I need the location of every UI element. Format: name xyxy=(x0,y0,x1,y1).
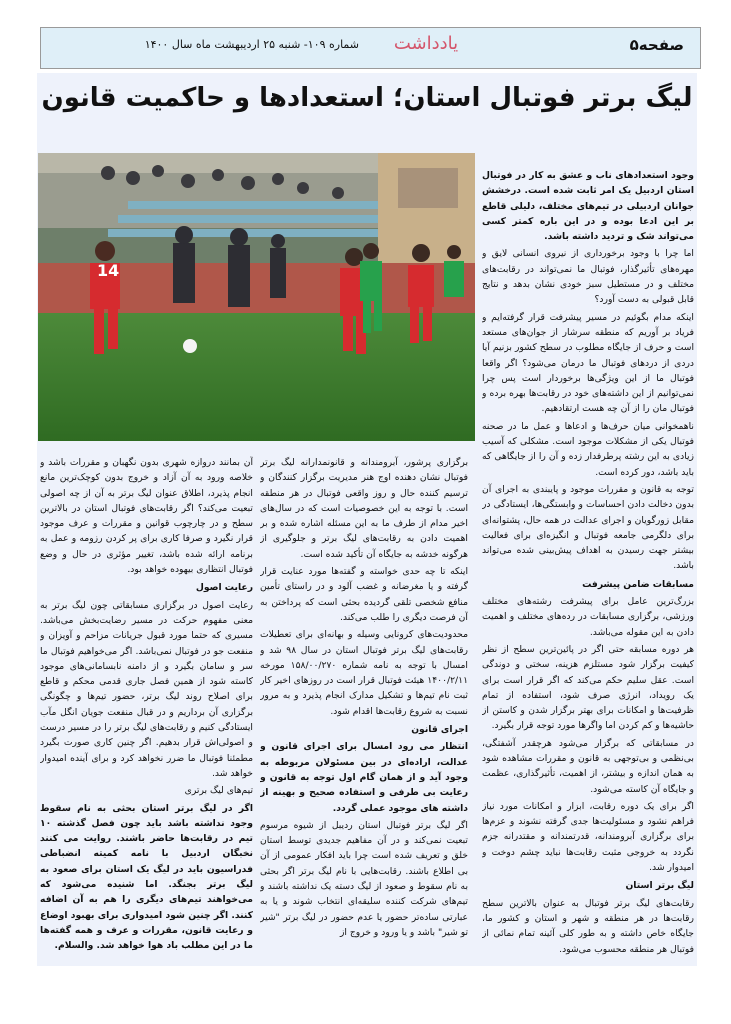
football-match-photo xyxy=(38,153,475,441)
paragraph: در مسابقاتی که برگزار می‌شود هرچقدر آشفتگی، بی‌نظمی و بی‌توجهی به قانون و مقررات مشاهده شود به همان اندازه و بیشتر، از اهمیت، تأثیرگذاری، عظمت و جایگاه آن کاسته می‌شود. xyxy=(482,737,694,795)
subheading: رعایت اصول xyxy=(195,582,253,594)
paragraph: رقابت‌های لیگ برتر فوتبال به عنوان بالاترین سطح رقابت‌ها در هر منطقه و شهر و استان و کشور ما، جایگاه خاص داشته و به طور کلی آئینه تمام نمائی از فوتبال هر منطقه محسوب می‌شود. xyxy=(482,897,694,955)
paragraph-bold: اگر در لیگ برتر استان بحثی به نام سقوط وجود نداشته باشد باید چون فصل گذشته ۱۰ تیم در رقابت‌ها حاضر باشند. روایت می کنند نخبگان اردبیل با نامه کمیته انضباطی فدراسیون باید در لیگ یک استان برای صعود به لیگ برتر بجنگد. اما شنیده می‌شود که می‌خواهند تیم‌های دیگری را هم به آن اضافه کنند. اگر چنین شود امیدواری برای بهبود اوضاع و رعایت قانون، مقررات و عرف و همه گفته‌ها ما در این مطلب باد هوا خواهد شد. والسلام. xyxy=(40,802,253,952)
paragraph: آن بمانند دروازه شهری بدون نگهبان و مقررات باشد و خلاصه ورود به آن آزاد و خروج بدون کوچک‌ترین مانع انجام پذیرد، اطلاق عنوان لیگ برتر به آن از چه اصولی تبعیت می‌کند؟ اگر رقابت‌های فوتبال استان در بالاترین سطح و در چارچوب قوانین و مقررات و عرف موجود قرار نگیرد و صرفا کاری برای پر کردن رزومه و عمل به برنامه ارائه شده باشد، تغییر مؤثری در حال و وضع فوتبال انتظاری بیهوده خواهد بود. xyxy=(40,457,253,576)
paragraph: اگر لیگ برتر فوتبال استان ردیبل از شیوه مرسوم تبعیت نمی‌کند و در آن مفاهیم جدیدی توسط استان خلق و تعریف شده است چرا باید افکار عمومی از آن بی اطلاع باشند. رقابت‌هایی با نام لیگ برتر اگر بحثی به نام سقوط و صعود از لیگ دسته یک نداشته باشند و تیم‌های شرکت کننده سلیقه‌ای انتخاب شوند و یا به عبارتی ساده‌تر حضور یا عدم حضور در لیگ برتر "شیر تو شیر" باشد و یا ورود و خروج از xyxy=(260,819,468,938)
issue-info: شماره ۱۰۹- شنبه ۲۵ اردیبهشت ماه سال ۱۴۰۰ xyxy=(144,38,359,51)
article-column-left xyxy=(40,455,253,963)
paragraph: توجه به قانون و مقررات موجود و پایبندی به اجرای آن بدون دخالت دادن احساسات و وابستگی‌ها، ایستادگی در مقابل زورگویان و اجرای عدالت در همه حال، پشتوانه‌ای برای دلگرمی جامعه فوتبال و انگیزه‌ای برای فعالیت بیشتر جهت رسیدن به اهداف پیش‌بینی شده می‌تواند باشد. xyxy=(482,483,694,572)
paragraph: ناهمخوانی میان حرف‌ها و ادعاها و عمل ما در صحنه فوتبال یکی از مشکلات موجود است. مشکلی که آسیب زیادی به این رشته پرطرفدار زده و آن را از جایگاهی که باید باشد، دور کرده است. xyxy=(482,420,694,478)
article-column-middle xyxy=(260,455,468,963)
page-number: صفحه۵ xyxy=(629,36,684,54)
page-header xyxy=(40,27,701,69)
article-intro: وجود استعدادهای ناب و عشق به کار در فوتبال استان اردبیل یک امر ثابت شده است. درخشش جوانان اردبیلی در تیم‌های مختلف، دلیلی قاطع بر این ادعا بوده و در این باره کمتر کسی می‌تواند شک و تردید داشته باشد. xyxy=(482,170,694,243)
paragraph: محدودیت‌های کرونایی وسیله و بهانه‌ای برای تعطیلات رقابت‌های لیگ برتر فوتبال استان در سال ۹۸ شد و امسال با توجه به نامه شماره ۱۵۸/۰۰/۲۷۰ مورخه ۱۴۰۰/۲/۱۱ هیئت فوتبال قرار است در روزهای اخیر کار ثبت نام تیم‌ها و تشکیل مدارک انجام پذیرد و به مرور نسبت به شروع رقابت‌ها اقدام شود. xyxy=(260,629,468,717)
paragraph: برگزاری پرشور، آبرومندانه و قانونمدارانه لیگ برتر فوتبال نشان دهنده اوج هنر مدیریت برگزار کنندگان و ترسیم کننده حال و روز واقعی فوتبال در هر منطقه است. با توجه به این خصوصیات است که در سال‌های اخیر مدام از طرف ما به این مسئله اشاره شده و بر اهمیت دادن به رقابت‌های لیگ برتر و جلوگیری از هرگونه خدشه به جایگاه آن تأکید شده است. xyxy=(260,457,468,560)
subheading: اجرای قانون xyxy=(411,724,468,736)
photo-illustration xyxy=(38,153,475,441)
article-headline: لیگ برتر فوتبال استان؛ استعدادها و حاکمیت قانون xyxy=(41,83,693,113)
paragraph: هر دوره مسابقه حتی اگر در پائین‌ترین سطح از نظر کیفیت برگزار شود مستلزم هزینه، سختی و دوندگی است. عقل سلیم حکم می‌کند که اگر قرار است برای یک رویداد، انرژی صرف شود، استفاده از تمام ظرفیت‌ها و امکانات برای بهتر برگزار شدن و کاستن از حاشیه‌ها و کم کردن اما واگرها مورد توجه قرار بگیرد. xyxy=(482,643,694,732)
paragraph: اگر برای یک دوره رقابت، ابزار و امکانات مورد نیاز فراهم نشود و مسئولیت‌ها جدی گرفته نشوند و عزم‌ها برای برگزاری آبرومندانه، قدرتمندانه و مقتدرانه جزم نگردد به خروجی مثبت رقابت‌ها نباید چشم دوخت و امیدوار شد. xyxy=(482,800,694,874)
paragraph-bold: انتظار می رود امسال برای اجرای قانون و عدالت، اراده‌ای در بین مسئولان مربوطه به وجود آید و از همان گام اول توجه به قانون و رعایت بی طرفی و استفاده صحیح و بهینه از داشته های موجود عملی گردد. xyxy=(260,741,468,814)
section-title: یادداشت xyxy=(393,33,459,54)
paragraph: بزرگ‌ترین عامل برای پیشرفت رشته‌های مختلف ورزشی، برگزاری مسابقات در رده‌های مختلف و اهمیت دادن به این مقوله می‌باشد. xyxy=(482,596,694,638)
paragraph: رعایت اصول در برگزاری مسابقاتی چون لیگ برتر به معنی مفهوم حرکت در مسیر رضایت‌بخش می‌باشد. مسیری که حتما مورد قبول جریانات مزاحم و آویزان و منفعت جو در فوتبال نمی‌باشد. اگر می‌خواهیم فوتبال ما سر و سامان بگیرد و از دامنه نابسامانی‌های موجود کاسته شود از همین فصل جاری قدمی محکم و قاطع برای اصلاح روند لیگ برتر، حضور تیم‌ها و چگونگی برگزاری آن برداریم و در قبال منفعت جویان انگل مآب ایستادگی کنیم و رقابت‌های لیگ برتر را در مسیر درست و اصولی‌اش قرار بدهیم. اگر چنین کاری صورت بگیرد مطمئنا فوتبال ما ضرر نخواهد کرد و برای آینده امیدوار خواهد شد. xyxy=(40,599,253,779)
paragraph: اینکه مدام بگوئیم در مسیر پیشرفت قرار گرفته‌ایم و فریاد بر آوریم که منطقه سرشار از جوان‌های مستعد است و حرف از جایگاه مطلوب در سطح کشور بزنیم آیا دردی از دردهای فوتبال ما درمان می‌شود؟ اگر واقعا فوتبال ما از این ویژگی‌ها برخوردار است پس چرا نمی‌توانیم از این داشته‌های خود در رقابت‌ها بهره برده و فوتبال مان را از آن چه هست ارتقادهیم. xyxy=(482,311,694,415)
paragraph: اینکه تا چه حدی خواسته و گفته‌ها مورد عنایت قرار گرفته و یا مغرضانه و غضب آلود و در راستای تأمین منافع شخصی تلقی گردیده بحثی است که پرداختن به آن فرصت دیگری را طلب می‌کند. xyxy=(260,566,468,623)
paragraph: تیم‌های لیگ برتری xyxy=(184,785,253,797)
subheading: لیگ برتر استان xyxy=(625,880,694,892)
paragraph: اما چرا با وجود برخورداری از نیروی انسانی لایق و مهره‌های تأثیرگذار، فوتبال ما نمی‌تواند در رقابت‌های مختلف و در مستطیل سبز خودی نشان بدهد و نتایج قابل قبولی به دست آورد؟ xyxy=(482,248,694,306)
shirt-number: 14 xyxy=(97,261,120,280)
article-column-right xyxy=(482,168,694,963)
subheading: مسابقات ضامن پیشرفت xyxy=(582,578,694,590)
